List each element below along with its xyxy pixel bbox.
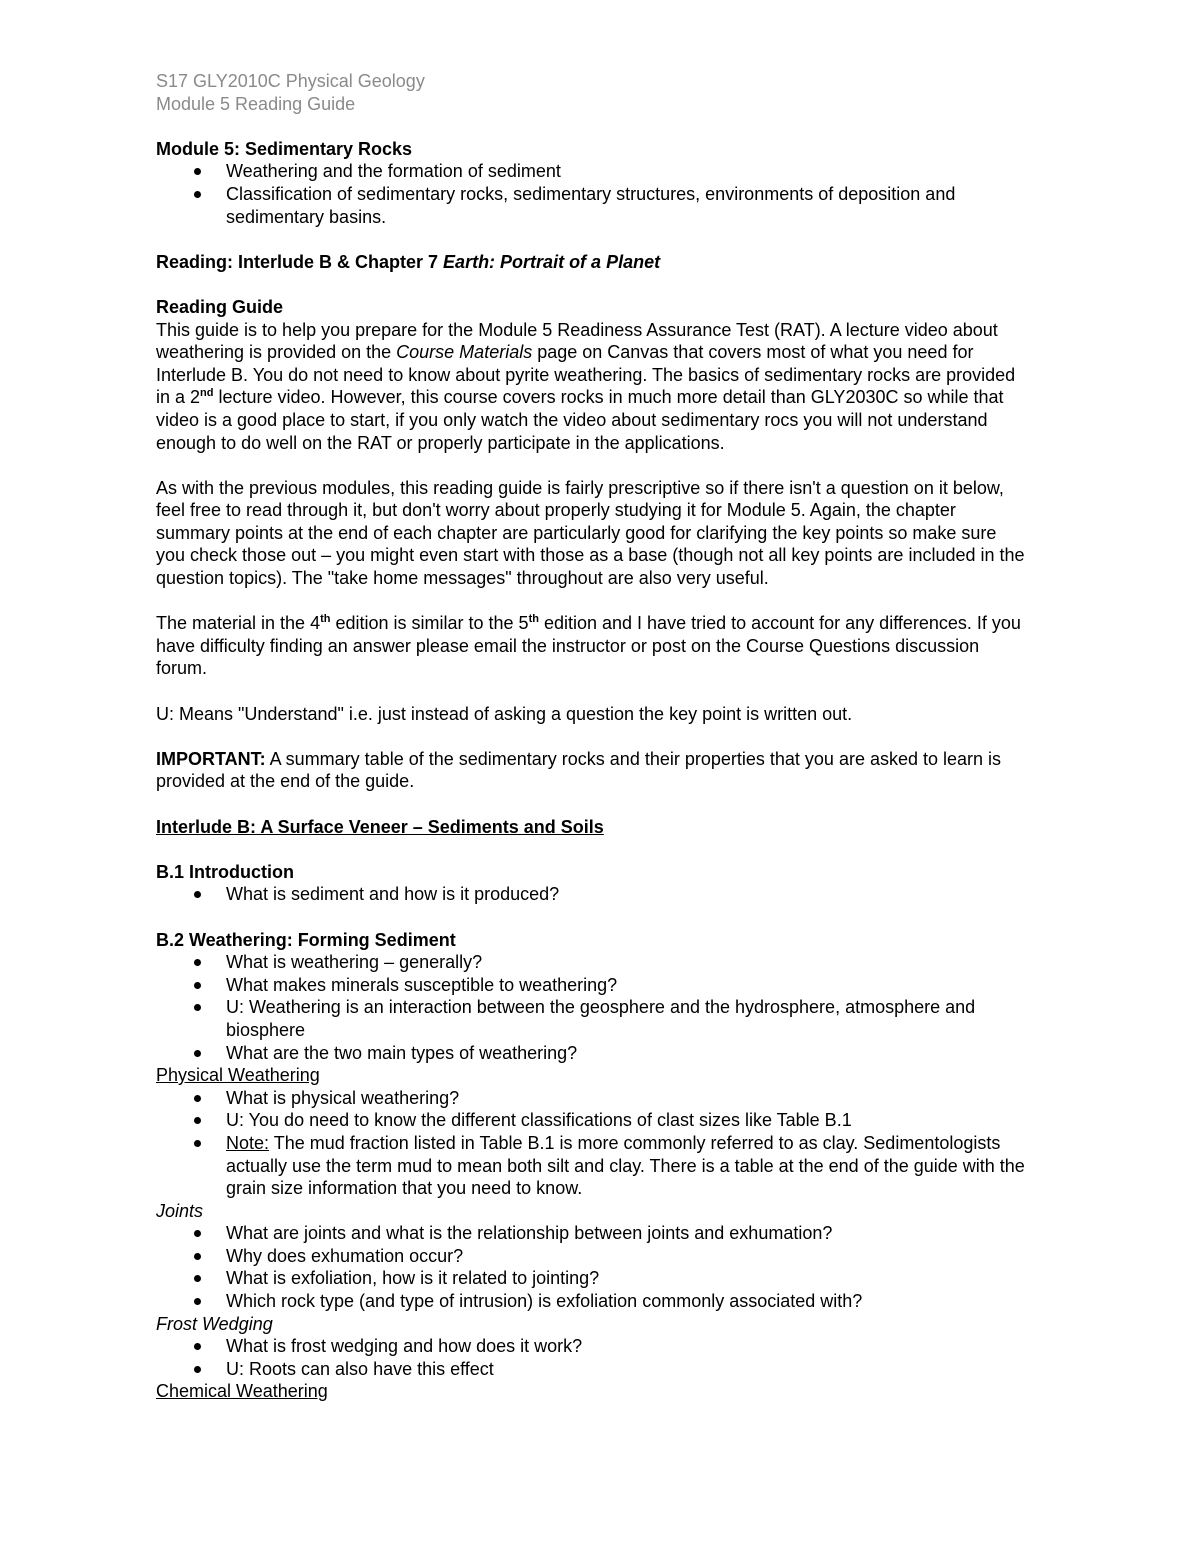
list-item: What are joints and what is the relationship between joints and exhumation? [226, 1222, 1025, 1245]
list-item: Weathering and the formation of sediment [226, 160, 1025, 183]
list-item: Classification of sedimentary rocks, sedimentary structures, environments of deposition and sedimentary basins. [226, 183, 1025, 228]
frost-wedging-heading: Frost Wedging [156, 1313, 273, 1334]
course-header-line: S17 GLY2010C Physical Geology [156, 71, 425, 91]
b2-question-list [156, 951, 1025, 1064]
list-item: Note: The mud fraction listed in Table B.1 is more commonly referred to as clay. Sedimentologists actually use the term mud to mean both silt and clay. There is a table at the end of the guide with the grain size information that you need to know. [226, 1132, 1025, 1199]
b1-question-list [156, 883, 1025, 906]
list-item: U: Weathering is an interaction between the geosphere and the hydrosphere, atmosphere and biosphere [226, 996, 1025, 1041]
physical-weathering-heading: Physical Weathering [156, 1065, 320, 1086]
module-title: Module 5: Sedimentary Rocks [156, 138, 413, 159]
list-item: Which rock type (and type of intrusion) is exfoliation commonly associated with? [226, 1290, 1025, 1313]
physical-weathering-list [156, 1087, 1025, 1200]
guide-header-line: Module 5 Reading Guide [156, 93, 356, 114]
module-bullet-list [156, 160, 1025, 228]
joints-list [156, 1222, 1025, 1312]
list-item: What is physical weathering? [226, 1087, 1025, 1110]
chemical-weathering-heading: Chemical Weathering [156, 1381, 328, 1402]
guide-paragraph-4: U: Means "Understand" i.e. just instead of asking a question the key point is written out. [156, 703, 853, 724]
reading-line [156, 251, 1025, 274]
interlude-title: Interlude B: A Surface Veneer – Sediments and Soils [156, 816, 604, 837]
guide-paragraph-3: The material in the 4th edition is similar to the 5th edition and I have tried to account for any differences. If you have difficulty finding an answer please email the instructor or post on the Course Questions discussion forum. [156, 613, 1021, 679]
list-item: What is frost wedging and how does it work? [226, 1335, 1025, 1358]
guide-paragraph-2: As with the previous modules, this reading guide is fairly prescriptive so if there isn't a question on it below, feel free to read through it, but don't worry about properly studying it for Module 5. Again, the chapter summary points at the end of each chapter are particularly good for clarifying the key points so make sure you check those out – you might even start with those as a base (though not all key points are included in the question topics). The "take home messages" throughout are also very useful. [156, 477, 1025, 589]
list-item: Why does exhumation occur? [226, 1245, 1025, 1268]
reading-guide-title: Reading Guide [156, 296, 284, 317]
section-b1-title: B.1 Introduction [156, 861, 294, 882]
list-item: What are the two main types of weathering? [226, 1042, 1025, 1065]
guide-paragraph-1: This guide is to help you prepare for the Module 5 Readiness Assurance Test (RAT). A lecture video about weathering is provided on the Course Materials page on Canvas that covers most of what you need for Interlude B. You do not need to know about pyrite weathering. The basics of sedimentary rocks are provided in a 2nd lecture video. However, this course covers rocks in much more detail than GLY2030C so while that video is a good place to start, if you only watch the video about sedimentary rocs you will not understand enough to do well on the RAT or properly participate in the applications. [156, 319, 1016, 453]
note-label: Note: [226, 1132, 270, 1153]
joints-heading: Joints [156, 1200, 204, 1221]
book-title: Earth: Portrait of a Planet [443, 251, 661, 272]
reading-label: Reading: Interlude B & Chapter 7 [156, 251, 444, 272]
important-label: IMPORTANT: [156, 748, 266, 769]
list-item: What is weathering – generally? [226, 951, 1025, 974]
frost-wedging-list [156, 1335, 1025, 1380]
list-item: What is sediment and how is it produced? [226, 883, 1025, 906]
list-item: What is exfoliation, how is it related to jointing? [226, 1267, 1025, 1290]
list-item: What makes minerals susceptible to weathering? [226, 974, 1025, 997]
course-materials-text: Course Materials [396, 342, 533, 363]
list-item: U: Roots can also have this effect [226, 1358, 1025, 1381]
section-b2-title: B.2 Weathering: Forming Sediment [156, 929, 456, 950]
important-paragraph: IMPORTANT: A summary table of the sedimentary rocks and their properties that you are asked to learn is provided at the end of the guide. [156, 748, 1002, 792]
list-item: U: You do need to know the different classifications of clast sizes like Table B.1 [226, 1109, 1025, 1132]
